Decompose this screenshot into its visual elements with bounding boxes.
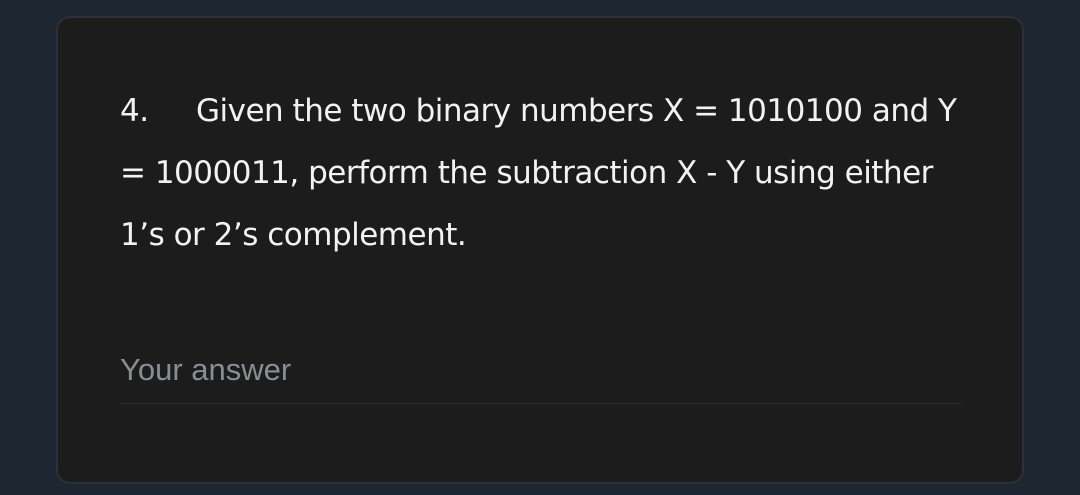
question-card — [56, 16, 1024, 484]
question-prompt: Given the two binary numbers X = 1010100 and Y = 1000011, perform the subtraction X - Y using either 1’s or 2’s complement. — [120, 93, 957, 253]
question-number: 4. — [120, 93, 149, 129]
answer-input[interactable] — [120, 346, 962, 394]
answer-field[interactable] — [120, 346, 962, 404]
question-text-block — [120, 80, 960, 266]
